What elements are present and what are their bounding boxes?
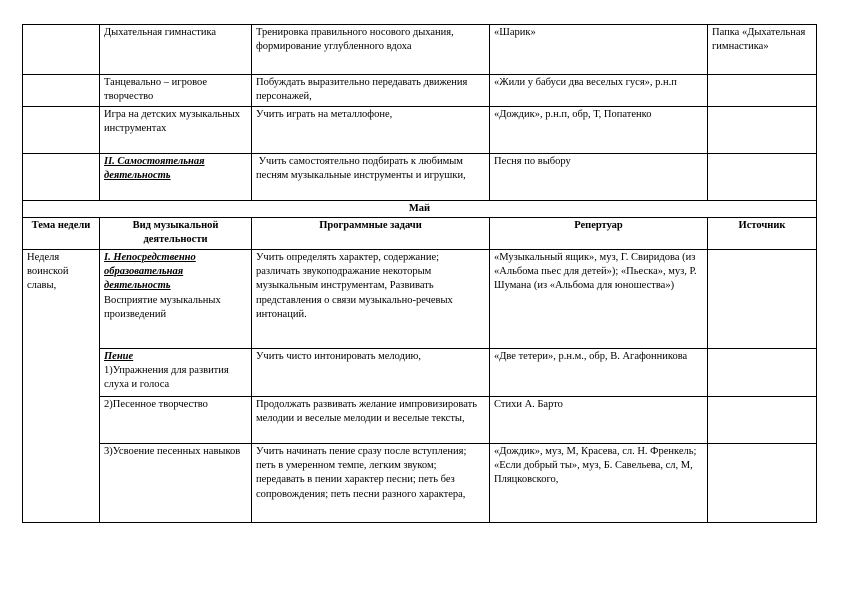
table-row	[23, 250, 817, 349]
music-plan-table	[22, 24, 817, 523]
table-row	[23, 107, 817, 154]
activity-cell: Танцевально – игровое творчество	[100, 75, 252, 107]
activity-cell: Игра на детских музыкальных инструментах	[100, 107, 252, 154]
theme-cell	[23, 25, 100, 75]
repertoire-cell: Стихи А. Барто	[490, 397, 708, 444]
activity-cell	[100, 349, 252, 397]
source-cell	[708, 250, 817, 349]
repertoire-cell: «Жили у бабуси два веселых гуся», р.н.п	[490, 75, 708, 107]
repertoire-cell: «Дождик», р.н.п, обр, Т, Попатенко	[490, 107, 708, 154]
table-row	[23, 397, 817, 444]
theme-cell	[23, 154, 100, 201]
task-cell: Побуждать выразительно передавать движения персонажей,	[252, 75, 490, 107]
source-cell	[708, 75, 817, 107]
activity-cell: Дыхательная гимнастика	[100, 25, 252, 75]
section-heading: Пение	[104, 351, 134, 362]
task-cell: Продолжать развивать желание импровизировать мелодии и веселые мелодии и веселые тексты,	[252, 397, 490, 444]
table-row	[23, 75, 817, 107]
header-row	[23, 218, 817, 250]
header-theme: Тема недели	[23, 218, 100, 250]
source-cell	[708, 107, 817, 154]
task-cell: Учить играть на металлофоне,	[252, 107, 490, 154]
repertoire-cell: «Две тетери», р.н.м., обр, В. Агафонникова	[490, 349, 708, 397]
week-theme-cell: Неделя воинской славы,	[23, 250, 100, 523]
task-cell: Тренировка правильного носового дыхания, формирование углубленного вдоха	[252, 25, 490, 75]
source-cell	[708, 154, 817, 201]
table-row	[23, 349, 817, 397]
month-title: Май	[23, 201, 817, 218]
activity-cell: 2)Песенное творчество	[100, 397, 252, 444]
repertoire-cell: «Музыкальный ящик», муз, Г. Свиридова (из «Альбома пьес для детей»); «Пьеска», муз, Р. Шумана (из «Альбома для юношества»)	[490, 250, 708, 349]
section-heading: I. Непосредственно образовательная деятельность	[104, 252, 196, 292]
repertoire-cell: «Шарик»	[490, 25, 708, 75]
month-row	[23, 201, 817, 218]
activity-cell: 3)Усвоение песенных навыков	[100, 444, 252, 523]
task-cell: Учить чисто интонировать мелодию,	[252, 349, 490, 397]
source-cell	[708, 349, 817, 397]
section-heading: II. Самостоятельная деятельность	[104, 156, 205, 182]
repertoire-cell: «Дождик», муз, М, Красева, сл. Н. Френкель; «Если добрый ты», муз, Б. Савельева, сл, М, Пляцковского,	[490, 444, 708, 523]
theme-cell	[23, 75, 100, 107]
task-cell: Учить начинать пение сразу после вступления; петь в умеренном темпе, легким звуком; передавать в пении характер песни; петь без сопровождения; петь песни разного характера,	[252, 444, 490, 523]
table-row	[23, 444, 817, 523]
task-cell: Учить самостоятельно подбирать к любимым песням музыкальные инструменты и игрушки,	[252, 154, 490, 201]
source-cell	[708, 397, 817, 444]
activity-label: 1)Упражнения для развития слуха и голоса	[104, 365, 229, 391]
header-tasks: Программные задачи	[252, 218, 490, 250]
activity-cell	[100, 154, 252, 201]
source-cell: Папка «Дыхательная гимнастика»	[708, 25, 817, 75]
header-activity: Вид музыкальной деятельности	[100, 218, 252, 250]
source-cell	[708, 444, 817, 523]
activity-cell	[100, 250, 252, 349]
theme-cell	[23, 107, 100, 154]
header-repertoire: Репертуар	[490, 218, 708, 250]
table-row	[23, 25, 817, 75]
table-row	[23, 154, 817, 201]
repertoire-cell: Песня по выбору	[490, 154, 708, 201]
activity-label: Восприятие музыкальных произведений	[104, 294, 221, 320]
task-cell: Учить определять характер, содержание; различать звукоподражание некоторым музыкальным инструментам, Развивать представления о связи музыкально-речевых интонаций.	[252, 250, 490, 349]
header-source: Источник	[708, 218, 817, 250]
